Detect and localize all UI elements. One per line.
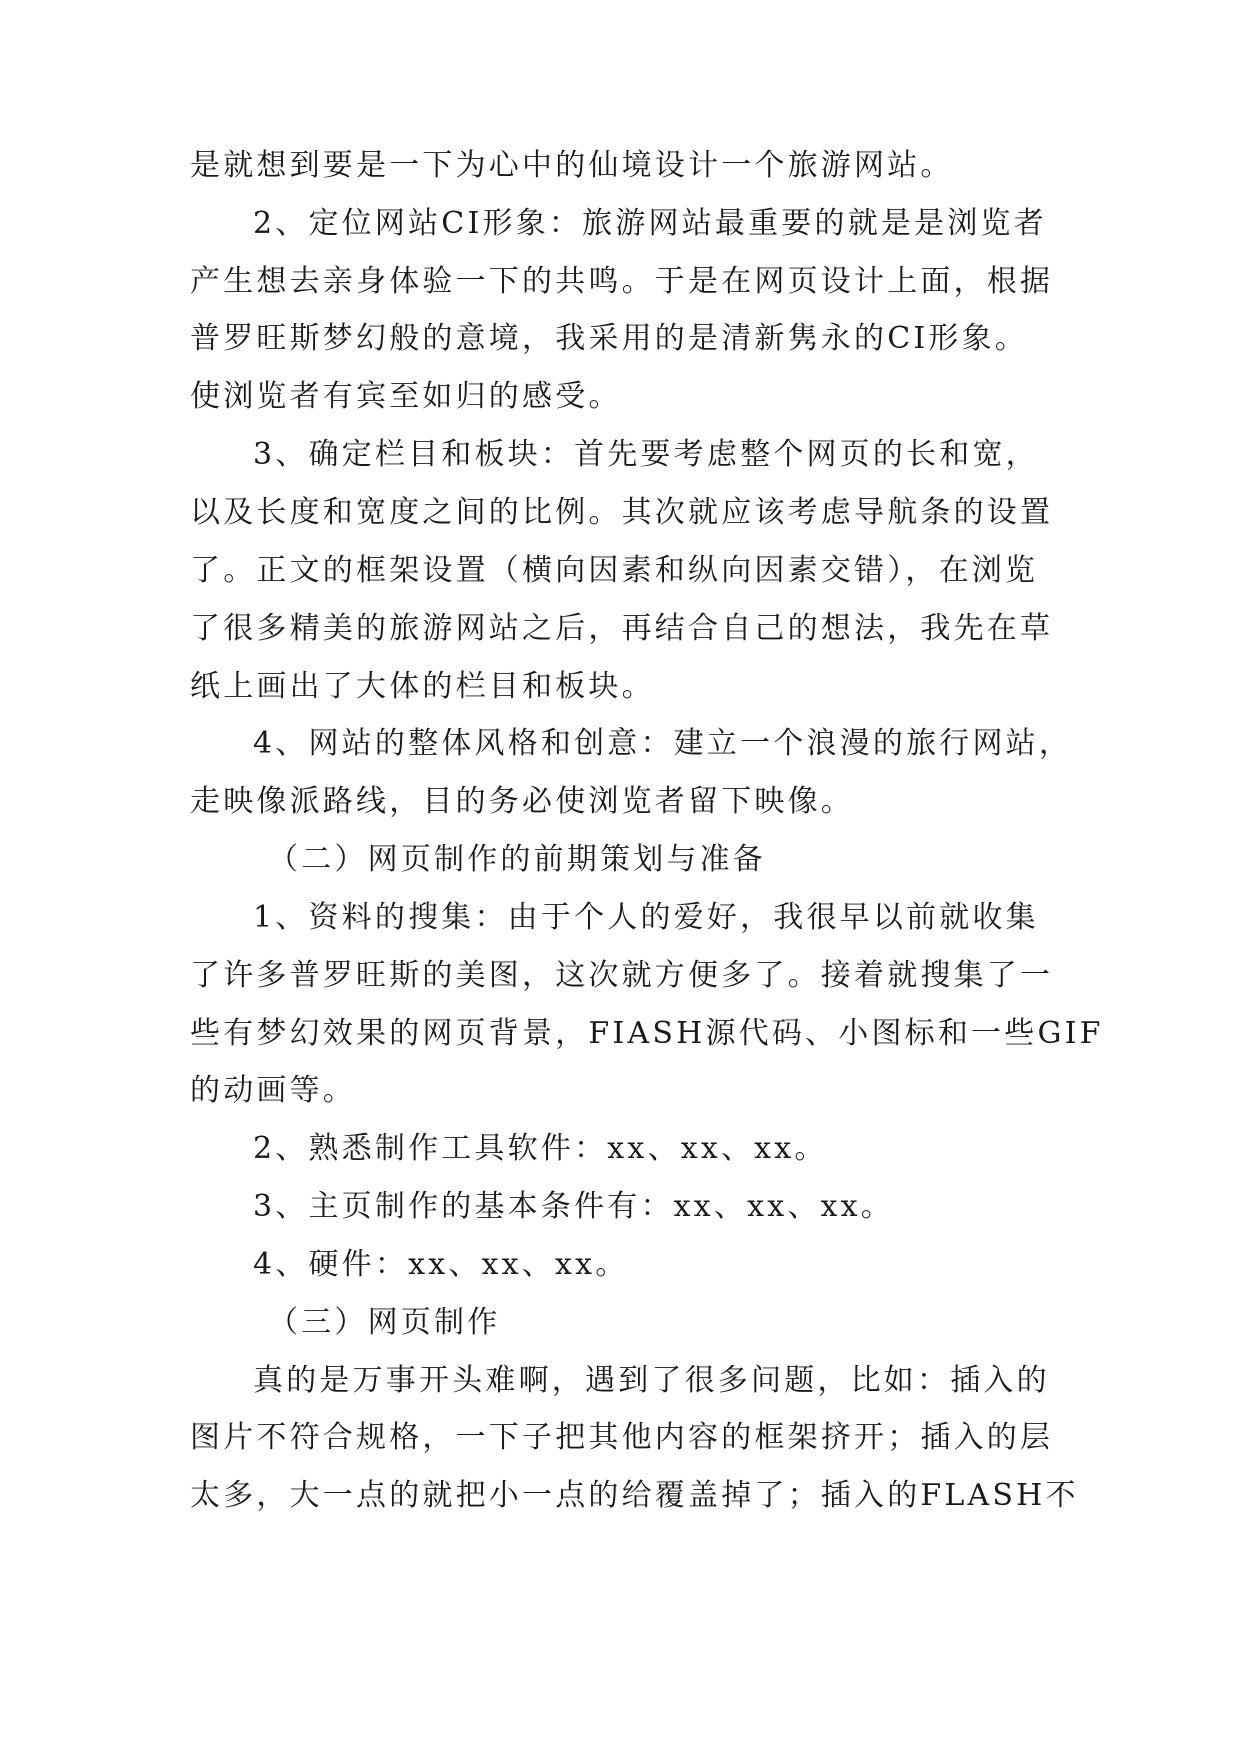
section-heading: （二）网页制作的前期策划与准备 — [268, 842, 766, 877]
text-line: 普罗旺斯梦幻般的意境，我采用的是清新隽永的CI形象。 — [190, 321, 1029, 356]
text-line: 真的是万事开头难啊，遇到了很多问题，比如：插入的 — [253, 1363, 1050, 1398]
text-line: 使浏览者有宾至如归的感受。 — [190, 379, 622, 414]
text-line: 产生想去亲身体验一下的共鸣。于是在网页设计上面，根据 — [190, 264, 1054, 299]
text-line: 些有梦幻效果的网页背景，FIASH源代码、小图标和一些GIF — [190, 1016, 1104, 1051]
section-heading: （三）网页制作 — [268, 1305, 501, 1340]
text-line: 了许多普罗旺斯的美图，这次就方便多了。接着就搜集了一 — [190, 958, 1054, 993]
text-line: 图片不符合规格，一下子把其他内容的框架挤开；插入的层 — [190, 1420, 1054, 1455]
text-line: 太多，大一点的就把小一点的给覆盖掉了；插入的FLASH不 — [190, 1478, 1079, 1513]
text-line: 2、定位网站CI形象：旅游网站最重要的就是是浏览者 — [253, 206, 1047, 241]
text-line: 了很多精美的旅游网站之后，再结合自己的想法，我先在草 — [190, 611, 1054, 646]
text-line: 2、熟悉制作工具软件：xx、xx、xx。 — [253, 1131, 828, 1166]
text-line: 3、主页制作的基本条件有：xx、xx、xx。 — [253, 1189, 895, 1224]
text-line: 了。正文的框架设置（横向因素和纵向因素交错），在浏览 — [190, 553, 1039, 588]
text-line: 的动画等。 — [190, 1073, 356, 1108]
text-line: 纸上画出了大体的栏目和板块。 — [190, 669, 655, 704]
text-line: 是就想到要是一下为心中的仙境设计一个旅游网站。 — [190, 148, 954, 183]
text-line: 3、确定栏目和板块：首先要考虑整个网页的长和宽， — [253, 437, 1039, 472]
text-line: 4、网站的整体风格和创意：建立一个浪漫的旅行网站， — [253, 726, 1073, 761]
text-line: 1、资料的搜集：由于个人的爱好，我很早以前就收集 — [253, 900, 1039, 935]
text-line: 4、硬件：xx、xx、xx。 — [253, 1247, 629, 1282]
text-line: 以及长度和宽度之间的比例。其次就应该考虑导航条的设置 — [190, 495, 1054, 530]
text-line: 走映像派路线，目的务必使浏览者留下映像。 — [190, 784, 854, 819]
